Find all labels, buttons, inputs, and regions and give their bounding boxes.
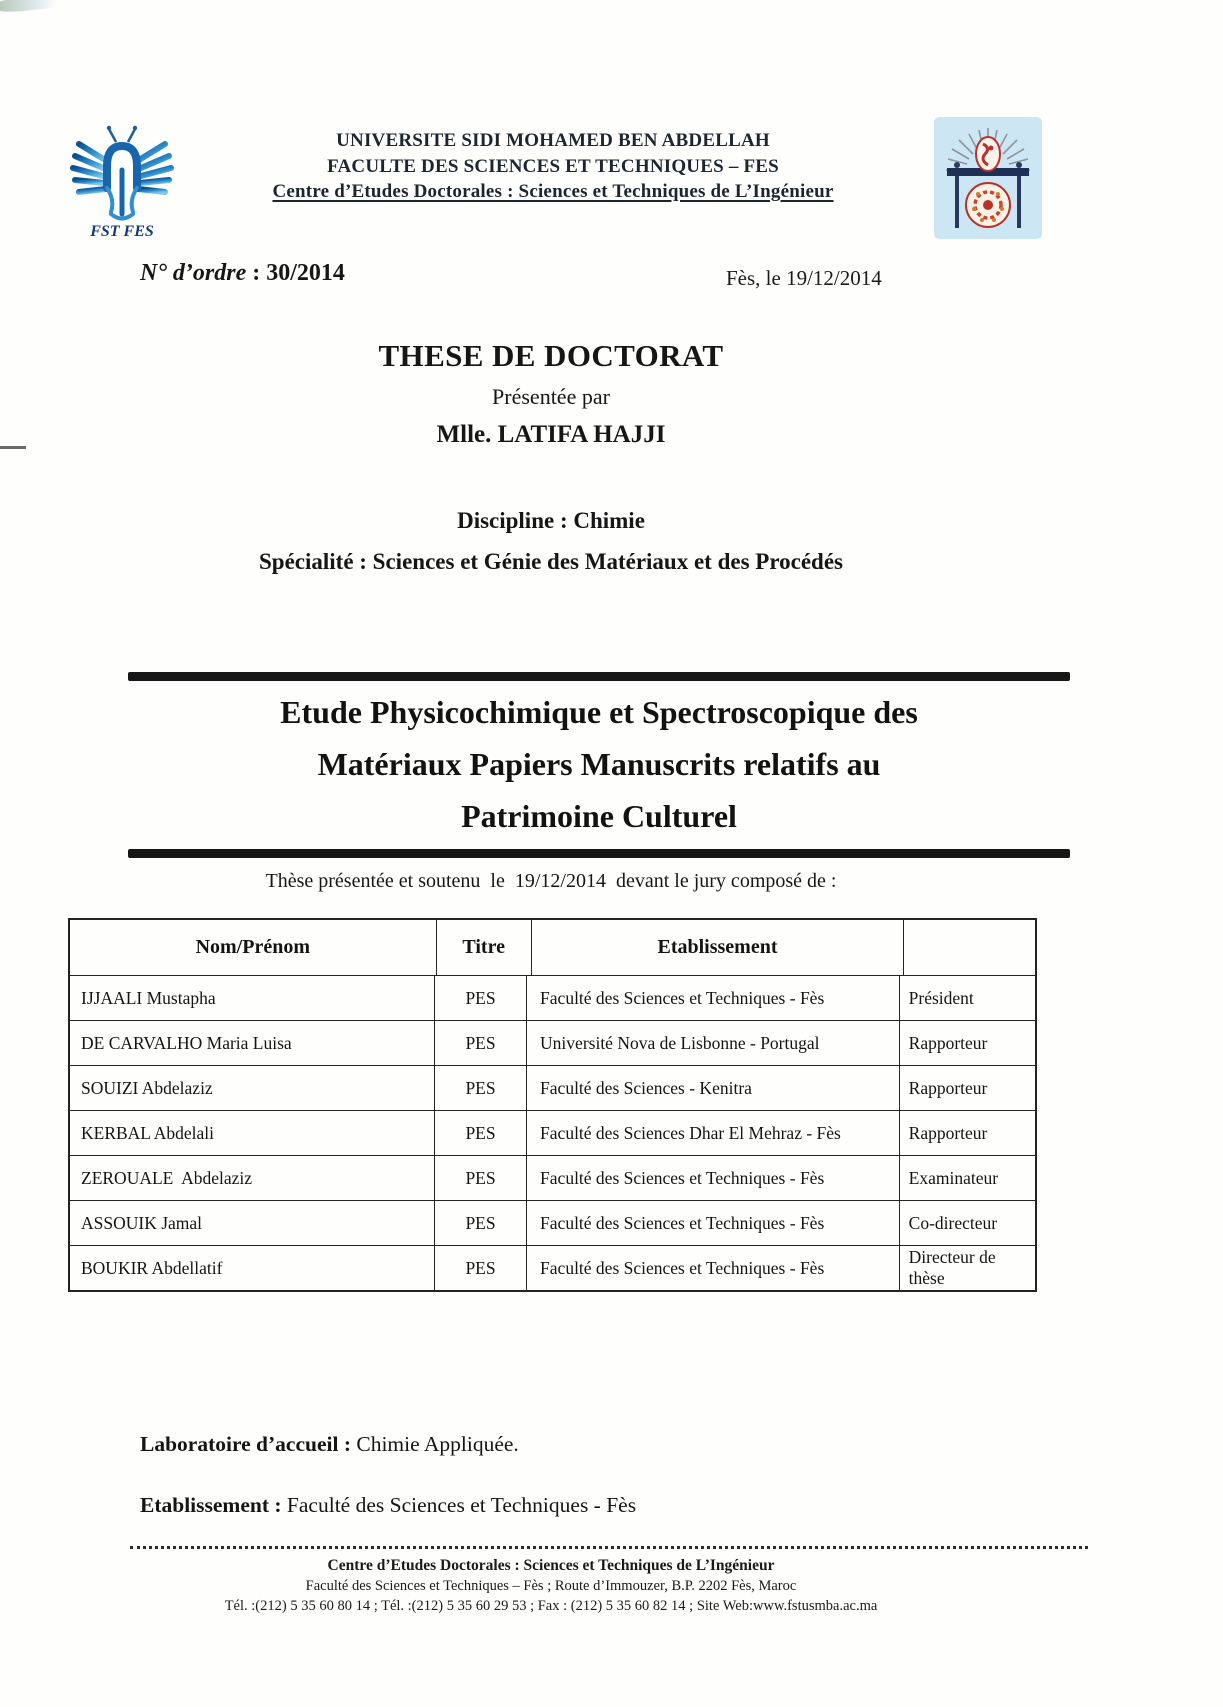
jury-table-row — [70, 1065, 1035, 1110]
thesis-title — [128, 681, 1070, 849]
jury-intro-line: Thèse présentée et soutenu le 19/12/2014 devant le jury composé de : — [265, 870, 837, 892]
jury-member-role: Co-directeur — [908, 1212, 998, 1233]
jury-table-row — [70, 975, 1035, 1020]
usmba-seal-logo — [933, 116, 1043, 240]
jury-table — [68, 918, 1037, 1292]
jury-member-titre: PES — [435, 1111, 527, 1155]
jury-table-row — [70, 1155, 1035, 1200]
jury-header-name: Nom/Prénom — [70, 920, 437, 975]
jury-table-row — [70, 1245, 1035, 1290]
host-establishment-label: Etablissement : — [140, 1493, 282, 1517]
host-establishment-line — [140, 1493, 636, 1518]
institution-header — [182, 128, 924, 205]
discipline-line: Discipline : Chimie — [457, 508, 645, 533]
jury-member-etablissement: Faculté des Sciences - Kenitra — [527, 1066, 900, 1110]
order-number-label: N° d’ordre — [140, 260, 247, 286]
jury-member-titre: PES — [435, 1246, 527, 1290]
usmba-seal-icon — [933, 116, 1043, 240]
university-name: UNIVERSITE SIDI MOHAMED BEN ABDELLAH — [336, 130, 770, 151]
jury-member-titre: PES — [435, 1156, 527, 1200]
thesis-title-line-1: Etude Physicochimique et Spectroscopique des — [280, 694, 918, 730]
jury-member-titre: PES — [435, 976, 527, 1020]
thesis-heading: THESE DE DOCTORAT — [378, 338, 724, 373]
author-name: Mlle. LATIFA HAJJI — [436, 421, 666, 448]
fst-fes-logo-text: FST FES — [90, 223, 154, 240]
footer-dotted-rule — [130, 1546, 1088, 1549]
jury-member-role: Rapporteur — [908, 1122, 988, 1143]
title-rule-top — [128, 672, 1070, 681]
host-laboratory-value: Chimie Appliquée. — [356, 1432, 519, 1456]
order-number — [140, 260, 345, 287]
title-rule-bottom — [128, 849, 1070, 858]
jury-table-row — [70, 1200, 1035, 1245]
jury-member-titre: PES — [435, 1066, 527, 1110]
jury-member-name: DE CARVALHO Maria Luisa — [70, 1021, 435, 1065]
jury-table-row — [70, 1020, 1035, 1065]
jury-member-titre: PES — [435, 1021, 527, 1065]
fst-fes-logo — [70, 122, 174, 242]
footer-address: Faculté des Sciences et Techniques – Fès ; Route d’Immouzer, B.P. 2202 Fès, Maroc — [305, 1578, 797, 1594]
host-laboratory-label: Laboratoire d’accueil : — [140, 1432, 351, 1456]
jury-member-role: Examinateur — [908, 1167, 999, 1188]
jury-table-header-row — [70, 920, 1035, 975]
jury-member-name: BOUKIR Abdellatif — [70, 1246, 435, 1290]
scan-artifact-corner — [0, 0, 73, 14]
fst-fes-logo-icon — [70, 122, 174, 242]
jury-member-name: ZEROUALE Abdelaziz — [70, 1156, 435, 1200]
jury-member-name: KERBAL Abdelali — [70, 1111, 435, 1155]
jury-member-titre: PES — [435, 1201, 527, 1245]
presented-by-label: Présentée par — [492, 384, 610, 409]
jury-header-titre: Titre — [437, 920, 532, 975]
jury-member-name: ASSOUIK Jamal — [70, 1201, 435, 1245]
jury-member-role: Rapporteur — [908, 1077, 988, 1098]
jury-member-etablissement: Faculté des Sciences et Techniques - Fès — [527, 1246, 900, 1290]
jury-member-role: Président — [908, 987, 974, 1008]
thesis-title-band — [128, 672, 1070, 858]
jury-member-etablissement: Faculté des Sciences et Techniques - Fès — [527, 1156, 900, 1200]
doctoral-center-name: Centre d’Etudes Doctorales : Sciences et Techniques de L’Ingénieur — [272, 181, 834, 202]
place-date: Fès, le 19/12/2014 — [726, 266, 882, 290]
specialty-line: Spécialité : Sciences et Génie des Matériaux et des Procédés — [258, 549, 843, 574]
faculty-name: FACULTE DES SCIENCES ET TECHNIQUES – FES — [327, 155, 779, 177]
host-establishment-value: Faculté des Sciences et Techniques - Fès — [286, 1493, 637, 1517]
jury-member-etablissement: Faculté des Sciences et Techniques - Fès — [527, 1201, 900, 1245]
jury-header-role — [904, 920, 1035, 975]
jury-member-etablissement: Faculté des Sciences et Techniques - Fès — [527, 976, 900, 1020]
jury-member-etablissement: Université Nova de Lisbonne - Portugal — [527, 1021, 900, 1065]
jury-member-role: Directeur de thèse — [908, 1247, 996, 1288]
jury-member-role: Rapporteur — [908, 1032, 988, 1053]
thesis-title-line-3: Patrimoine Culturel — [461, 798, 737, 834]
footer — [0, 1555, 1102, 1616]
jury-header-etablissement: Etablissement — [532, 920, 904, 975]
host-laboratory-line — [140, 1432, 519, 1457]
footer-contact: Tél. :(212) 5 35 60 80 14 ; Tél. :(212) 5 35 60 29 53 ; Fax : (212) 5 35 60 82 14 ; Site Web:www.fstusmba.ac.ma — [224, 1598, 878, 1614]
order-number-value: : 30/2014 — [252, 260, 345, 286]
thesis-title-line-2: Matériaux Papiers Manuscrits relatifs au — [317, 746, 881, 782]
jury-member-name: SOUIZI Abdelaziz — [70, 1066, 435, 1110]
jury-member-etablissement: Faculté des Sciences Dhar El Mehraz - Fès — [527, 1111, 900, 1155]
jury-table-row — [70, 1110, 1035, 1155]
jury-member-name: IJJAALI Mustapha — [70, 976, 435, 1020]
footer-center-name: Centre d’Etudes Doctorales : Sciences et Techniques de L’Ingénieur — [327, 1557, 775, 1574]
